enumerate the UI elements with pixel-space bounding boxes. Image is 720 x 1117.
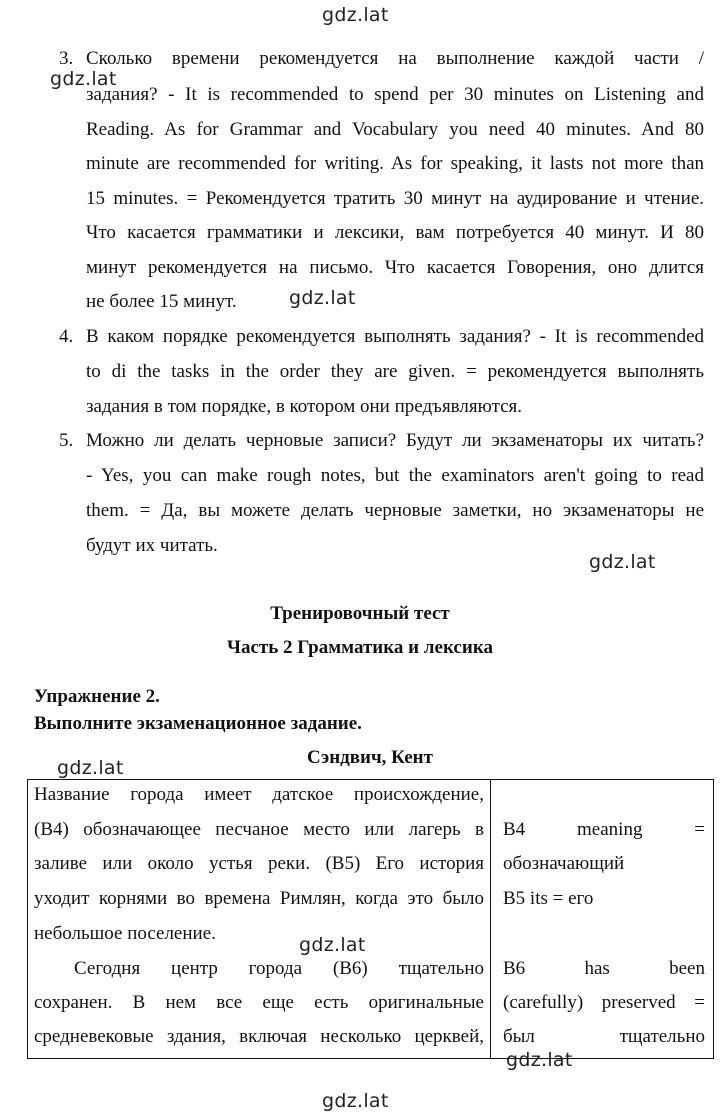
item-line: не более 15 минут. (86, 291, 237, 312)
watermark: gdz.lat (322, 1090, 389, 1112)
table-text-line: уходит корнями во времена Римлян, когда это было (34, 888, 484, 909)
watermark: gdz.lat (50, 68, 117, 90)
answer-line: (carefully) preserved = (503, 992, 705, 1013)
table-text-line: заливе или около устья реки. (B5) Его история (34, 853, 484, 874)
item-number: 4. (59, 326, 74, 347)
item-number: 5. (59, 430, 74, 451)
exercise-table (27, 779, 714, 1059)
item-line: В каком порядке рекомендуется выполнять задания? - It is recommended (86, 326, 704, 347)
test-title: Тренировочный тест (270, 603, 450, 624)
item-line: Reading. As for Grammar and Vocabulary you need 40 minutes. And 80 (86, 119, 704, 140)
item-line: задания? - It is recommended to spend per 30 minutes on Listening and (86, 84, 704, 105)
answer-line: B5 its = его (503, 888, 594, 909)
table-text-line: сохранен. В нем все еще есть оригинальные (34, 992, 484, 1013)
watermark: gdz.lat (589, 551, 656, 573)
exercise-heading: Упражнение 2. (34, 686, 160, 707)
watermark: gdz.lat (57, 757, 124, 779)
watermark: gdz.lat (322, 4, 389, 26)
item-number: 3. (59, 48, 74, 69)
text-title: Сэндвич, Кент (307, 747, 433, 768)
answer-line: B6 has been (503, 958, 705, 979)
part-title: Часть 2 Грамматика и лексика (227, 637, 493, 658)
item-line: 15 minutes. = Рекомендуется тратить 30 минут на аудирование и чтение. (86, 188, 704, 209)
watermark: gdz.lat (299, 934, 366, 956)
item-line: Что касается грамматики и лексики, вам потребуется 40 минут. И 80 (86, 222, 704, 243)
table-text-line: средневековые здания, включая несколько церквей, (34, 1026, 484, 1047)
item-line: минут рекомендуется на письмо. Что касается Говорения, оно длится (86, 257, 704, 278)
answer-line: был тщательно (503, 1026, 705, 1047)
watermark: gdz.lat (289, 287, 356, 309)
table-text-line: Сегодня центр города (B6) тщательно (74, 958, 484, 979)
item-line: Можно ли делать черновые записи? Будут ли экзаменаторы их читать? (86, 430, 704, 451)
answer-line: обозначающий (503, 853, 625, 874)
item-line: them. = Да, вы можете делать черновые заметки, но экзаменаторы не (86, 500, 704, 521)
table-text-line: небольшое поселение. (34, 923, 216, 944)
table-text-line: (B4) обозначающее песчаное место или лагерь в (34, 819, 484, 840)
answer-cell (491, 780, 714, 1059)
item-line: minute are recommended for writing. As for speaking, it lasts not more than (86, 153, 704, 174)
answer-line: B4 meaning = (503, 819, 705, 840)
item-line: задания в том порядке, в котором они предъявляются. (86, 396, 523, 417)
item-line: Сколько времени рекомендуется на выполнение каждой части / (86, 48, 704, 69)
watermark: gdz.lat (506, 1049, 573, 1071)
source-text-cell (28, 780, 491, 1059)
item-line: to di the tasks in the order they are given. = рекомендуется выполнять (86, 361, 704, 382)
exercise-instruction: Выполните экзаменационное задание. (34, 713, 362, 734)
item-line: будут их читать. (86, 535, 218, 556)
item-line: - Yes, you can make rough notes, but the examinators aren't going to read (86, 465, 704, 486)
table-text-line: Название города имеет датское происхождение, (34, 784, 484, 805)
